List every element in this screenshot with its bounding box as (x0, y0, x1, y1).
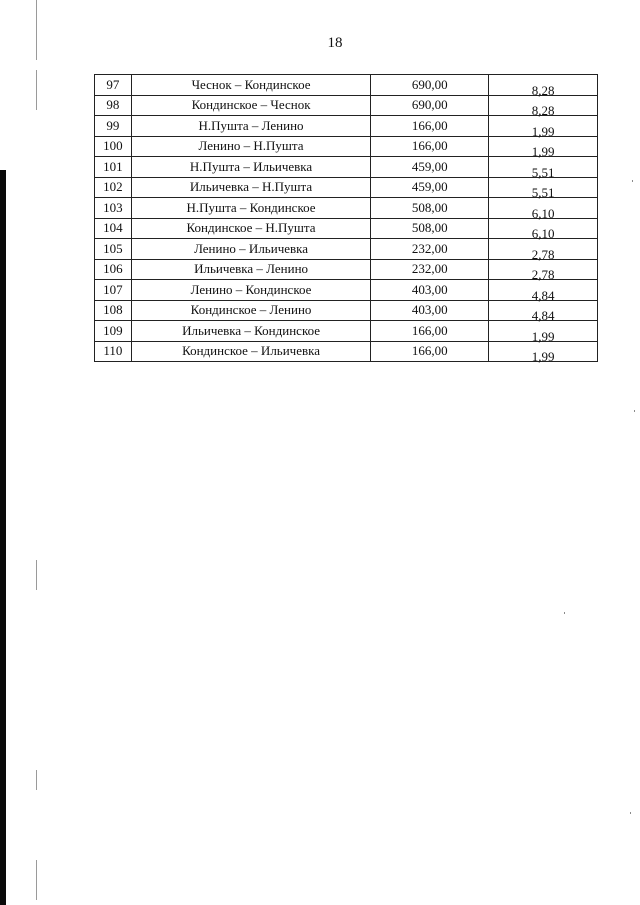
distance-cell: 232,00 (371, 259, 489, 280)
table-row (95, 116, 598, 137)
scan-speck (632, 180, 633, 182)
distance-cell: 690,00 (371, 95, 489, 116)
value-text: 1,99 (531, 349, 555, 364)
value-cell (489, 300, 598, 321)
route-cell: Ильичевка – Ленино (131, 259, 371, 280)
scan-margin-mark (36, 860, 37, 900)
route-cell: Кондинское – Ленино (131, 300, 371, 321)
distance-cell: 232,00 (371, 239, 489, 260)
value-text: 6,10 (531, 205, 555, 221)
table-row (95, 300, 598, 321)
value-text: 1,99 (531, 144, 555, 159)
row-number-cell: 104 (95, 218, 132, 239)
distance-cell: 166,00 (371, 116, 489, 137)
value-cell (489, 239, 598, 260)
distance-cell: 166,00 (371, 341, 489, 362)
value-text: 4,84 (531, 308, 555, 323)
distance-cell: 403,00 (371, 300, 489, 321)
scan-speck (634, 410, 635, 412)
routes-table-body (95, 75, 598, 362)
value-cell (489, 280, 598, 301)
route-cell: Кондинское – Чеснок (131, 95, 371, 116)
scan-speck (630, 812, 631, 814)
distance-cell: 166,00 (371, 136, 489, 157)
value-text: 8,28 (531, 82, 555, 98)
value-text: 6,10 (531, 226, 555, 241)
value-cell (489, 321, 598, 342)
table-row (95, 218, 598, 239)
table-row (95, 259, 598, 280)
distance-cell: 403,00 (371, 280, 489, 301)
route-cell: Кондинское – Ильичевка (131, 341, 371, 362)
value-cell (489, 218, 598, 239)
row-number-cell: 110 (95, 341, 132, 362)
distance-cell: 508,00 (371, 198, 489, 219)
route-cell: Кондинское – Н.Пушта (131, 218, 371, 239)
row-number-cell: 101 (95, 157, 132, 178)
distance-cell: 459,00 (371, 157, 489, 178)
row-number-cell: 105 (95, 239, 132, 260)
scan-margin-mark (36, 560, 37, 590)
table-row (95, 75, 598, 96)
table-row (95, 341, 598, 362)
value-text: 2,78 (531, 267, 555, 282)
value-cell (489, 259, 598, 280)
row-number-cell: 106 (95, 259, 132, 280)
table-row (95, 239, 598, 260)
table-row (95, 95, 598, 116)
value-cell (489, 116, 598, 137)
row-number-cell: 108 (95, 300, 132, 321)
scan-margin-mark (36, 770, 37, 790)
value-cell (489, 157, 598, 178)
value-text: 5,51 (531, 164, 555, 180)
row-number-cell: 98 (95, 95, 132, 116)
route-cell: Ленино – Н.Пушта (131, 136, 371, 157)
table-row (95, 136, 598, 157)
value-cell (489, 95, 598, 116)
row-number-cell: 97 (95, 75, 132, 96)
table-row (95, 177, 598, 198)
distance-cell: 459,00 (371, 177, 489, 198)
value-text: 5,51 (531, 185, 555, 200)
scan-edge-shadow (0, 170, 6, 905)
route-cell: Ильичевка – Н.Пушта (131, 177, 371, 198)
routes-table (94, 74, 598, 362)
row-number-cell: 100 (95, 136, 132, 157)
route-cell: Ленино – Кондинское (131, 280, 371, 301)
row-number-cell: 102 (95, 177, 132, 198)
distance-cell: 690,00 (371, 75, 489, 96)
scan-speck (564, 612, 565, 614)
value-cell (489, 177, 598, 198)
value-text: 2,78 (531, 246, 555, 262)
route-cell: Н.Пушта – Ленино (131, 116, 371, 137)
table-row (95, 157, 598, 178)
row-number-cell: 103 (95, 198, 132, 219)
value-cell (489, 75, 598, 96)
route-cell: Н.Пушта – Ильичевка (131, 157, 371, 178)
page-number: 18 (327, 35, 343, 51)
row-number-cell: 99 (95, 116, 132, 137)
route-cell: Н.Пушта – Кондинское (131, 198, 371, 219)
value-cell (489, 341, 598, 362)
table-row (95, 198, 598, 219)
table-row (95, 321, 598, 342)
value-text: 8,28 (531, 103, 555, 118)
value-cell (489, 136, 598, 157)
route-cell: Ильичевка – Кондинское (131, 321, 371, 342)
row-number-cell: 107 (95, 280, 132, 301)
scan-margin-mark (36, 70, 37, 110)
distance-cell: 166,00 (371, 321, 489, 342)
row-number-cell: 109 (95, 321, 132, 342)
value-text: 1,99 (531, 328, 555, 344)
value-text: 4,84 (531, 287, 555, 303)
route-cell: Чеснок – Кондинское (131, 75, 371, 96)
value-text: 1,99 (531, 123, 555, 139)
route-cell: Ленино – Ильичевка (131, 239, 371, 260)
value-cell (489, 198, 598, 219)
table-row (95, 280, 598, 301)
distance-cell: 508,00 (371, 218, 489, 239)
